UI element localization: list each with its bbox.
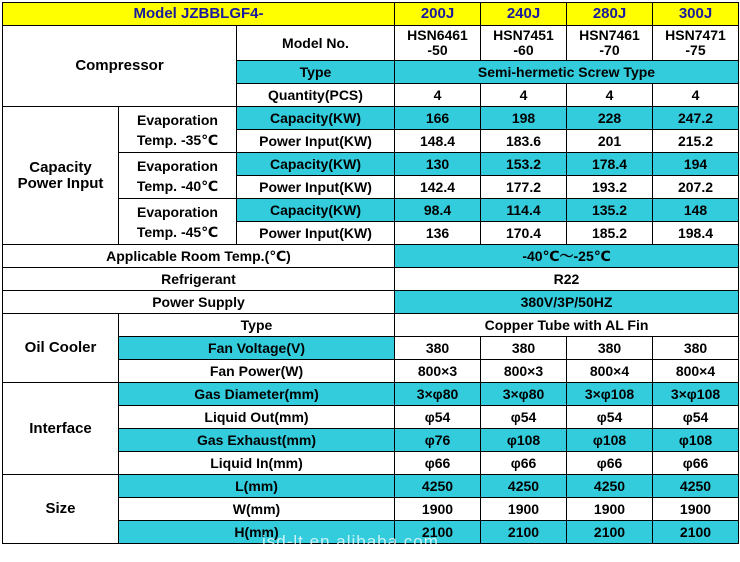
- capacity-value: 148: [653, 199, 739, 222]
- compressor-section-label: Compressor: [3, 26, 237, 107]
- model-header-280j: 280J: [567, 3, 653, 26]
- gas-diameter-value: 3×φ108: [567, 383, 653, 406]
- fan-voltage-value: 380: [653, 337, 739, 360]
- fan-power-label: Fan Power(W): [119, 360, 395, 383]
- liquid-in-value: φ66: [653, 452, 739, 475]
- model-no-part: HSN6461: [407, 27, 468, 43]
- gas-exhaust-value: φ108: [481, 429, 567, 452]
- compressor-type-value: Semi-hermetic Screw Type: [395, 61, 739, 84]
- evap-line2: Temp. -45℃: [136, 223, 219, 240]
- fan-power-value: 800×4: [653, 360, 739, 383]
- oil-cooler-type-label: Type: [119, 314, 395, 337]
- liquid-in-value: φ66: [395, 452, 481, 475]
- evap-line1: Evaporation: [137, 157, 218, 174]
- compressor-model-cell: [395, 26, 481, 61]
- gas-diameter-row: [3, 383, 739, 406]
- refrigerant-row: [3, 268, 739, 291]
- oil-cooler-type-value: Copper Tube with AL Fin: [395, 314, 739, 337]
- power-input-value: 177.2: [481, 176, 567, 199]
- evap-line2: Temp. -40℃: [136, 177, 219, 194]
- compressor-model-row: [3, 26, 739, 61]
- refrigerant-label: Refrigerant: [3, 268, 395, 291]
- capacity-kw-label: Capacity(KW): [237, 153, 395, 176]
- gas-exhaust-value: φ76: [395, 429, 481, 452]
- quantity-value: 4: [567, 84, 653, 107]
- model-no-suffix: -75: [685, 42, 706, 58]
- quantity-value: 4: [481, 84, 567, 107]
- fan-power-value: 800×3: [481, 360, 567, 383]
- height-value: 2100: [395, 521, 481, 544]
- model-no-part: HSN7471: [665, 27, 726, 43]
- liquid-in-value: φ66: [567, 452, 653, 475]
- power-input-value: 193.2: [567, 176, 653, 199]
- power-supply-label: Power Supply: [3, 291, 395, 314]
- fan-voltage-value: 380: [481, 337, 567, 360]
- height-value: 2100: [567, 521, 653, 544]
- width-value: 1900: [481, 498, 567, 521]
- power-input-kw-label: Power Input(KW): [237, 130, 395, 153]
- liquid-out-value: φ54: [567, 406, 653, 429]
- quantity-value: 4: [653, 84, 739, 107]
- power-input-value: 207.2: [653, 176, 739, 199]
- liquid-in-value: φ66: [481, 452, 567, 475]
- capacity-value: 98.4: [395, 199, 481, 222]
- capacity-value: 153.2: [481, 153, 567, 176]
- power-input-value: 185.2: [567, 222, 653, 245]
- fan-voltage-label: Fan Voltage(V): [119, 337, 395, 360]
- model-no-suffix: -70: [599, 42, 620, 58]
- height-value: 2100: [653, 521, 739, 544]
- length-value: 4250: [567, 475, 653, 498]
- capacity-section-line1: Capacity: [29, 158, 92, 176]
- model-no-label: Model No.: [237, 26, 395, 61]
- liquid-out-label: Liquid Out(mm): [119, 406, 395, 429]
- gas-diameter-value: 3×φ80: [481, 383, 567, 406]
- capacity-power-section-label: [3, 107, 119, 245]
- spec-table: [2, 2, 739, 544]
- header-row: [3, 3, 739, 26]
- oil-cooler-type-row: [3, 314, 739, 337]
- power-input-value: 201: [567, 130, 653, 153]
- oil-cooler-section-label: Oil Cooler: [3, 314, 119, 383]
- compressor-model-cell: [653, 26, 739, 61]
- width-value: 1900: [395, 498, 481, 521]
- evap-line1: Evaporation: [137, 203, 218, 220]
- quantity-value: 4: [395, 84, 481, 107]
- capacity-section-line2: Power Input: [17, 174, 104, 192]
- model-header-240j: 240J: [481, 3, 567, 26]
- capacity-value: 130: [395, 153, 481, 176]
- capacity-value: 166: [395, 107, 481, 130]
- size-section-label: Size: [3, 475, 119, 544]
- model-header-200j: 200J: [395, 3, 481, 26]
- liquid-out-value: φ54: [395, 406, 481, 429]
- fan-power-value: 800×3: [395, 360, 481, 383]
- fan-voltage-value: 380: [567, 337, 653, 360]
- power-input-kw-label: Power Input(KW): [237, 222, 395, 245]
- power-input-value: 170.4: [481, 222, 567, 245]
- power-input-value: 183.6: [481, 130, 567, 153]
- capacity-value: 228: [567, 107, 653, 130]
- power-input-kw-label: Power Input(KW): [237, 176, 395, 199]
- gas-exhaust-value: φ108: [653, 429, 739, 452]
- capacity-value: 247.2: [653, 107, 739, 130]
- compressor-model-cell: [481, 26, 567, 61]
- power-supply-value: 380V/3P/50HZ: [395, 291, 739, 314]
- capacity-kw-label: Capacity(KW): [237, 107, 395, 130]
- model-no-suffix: -60: [513, 42, 534, 58]
- evaporation-temp-label: [119, 199, 237, 245]
- capacity-value: 135.2: [567, 199, 653, 222]
- room-temp-value: -40℃～-25℃: [395, 245, 739, 268]
- model-no-part: HSN7461: [579, 27, 640, 43]
- width-label: W(mm): [119, 498, 395, 521]
- power-input-value: 142.4: [395, 176, 481, 199]
- capacity-row: [3, 107, 739, 130]
- width-value: 1900: [653, 498, 739, 521]
- interface-section-label: Interface: [3, 383, 119, 475]
- power-input-value: 198.4: [653, 222, 739, 245]
- capacity-value: 194: [653, 153, 739, 176]
- evaporation-temp-label: [119, 107, 237, 153]
- watermark-text: jsd-lt.en.alibaba.com: [262, 532, 439, 551]
- model-header-300j: 300J: [653, 3, 739, 26]
- capacity-value: 178.4: [567, 153, 653, 176]
- height-label: H(mm): [119, 521, 395, 544]
- fan-voltage-value: 380: [395, 337, 481, 360]
- capacity-value: 114.4: [481, 199, 567, 222]
- quantity-label: Quantity(PCS): [237, 84, 395, 107]
- liquid-out-value: φ54: [481, 406, 567, 429]
- liquid-out-value: φ54: [653, 406, 739, 429]
- fan-power-value: 800×4: [567, 360, 653, 383]
- capacity-value: 198: [481, 107, 567, 130]
- width-value: 1900: [567, 498, 653, 521]
- power-input-value: 215.2: [653, 130, 739, 153]
- model-series-title: Model JZBBLGF4-: [3, 3, 395, 26]
- length-row: [3, 475, 739, 498]
- length-value: 4250: [653, 475, 739, 498]
- length-value: 4250: [395, 475, 481, 498]
- gas-diameter-value: 3×φ108: [653, 383, 739, 406]
- liquid-in-label: Liquid In(mm): [119, 452, 395, 475]
- power-supply-row: [3, 291, 739, 314]
- compressor-type-label: Type: [237, 61, 395, 84]
- evaporation-temp-label: [119, 153, 237, 199]
- capacity-kw-label: Capacity(KW): [237, 199, 395, 222]
- refrigerant-value: R22: [395, 268, 739, 291]
- gas-exhaust-value: φ108: [567, 429, 653, 452]
- evap-line2: Temp. -35℃: [136, 131, 219, 148]
- model-no-suffix: -50: [427, 42, 448, 58]
- room-temp-label: Applicable Room Temp.(℃): [3, 245, 395, 268]
- room-temp-row: [3, 245, 739, 268]
- length-label: L(mm): [119, 475, 395, 498]
- model-no-part: HSN7451: [493, 27, 554, 43]
- length-value: 4250: [481, 475, 567, 498]
- power-input-value: 148.4: [395, 130, 481, 153]
- height-value: 2100: [481, 521, 567, 544]
- compressor-model-cell: [567, 26, 653, 61]
- gas-exhaust-label: Gas Exhaust(mm): [119, 429, 395, 452]
- evap-line1: Evaporation: [137, 111, 218, 128]
- gas-diameter-label: Gas Diameter(mm): [119, 383, 395, 406]
- power-input-value: 136: [395, 222, 481, 245]
- gas-diameter-value: 3×φ80: [395, 383, 481, 406]
